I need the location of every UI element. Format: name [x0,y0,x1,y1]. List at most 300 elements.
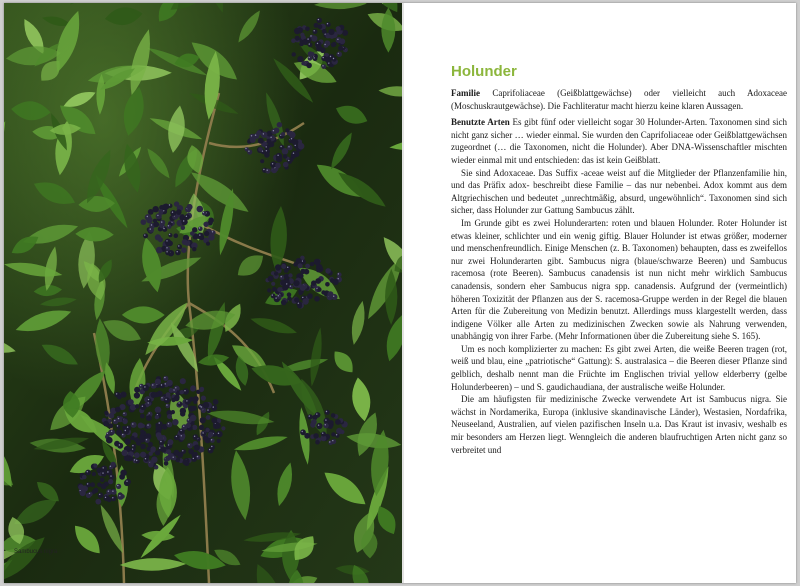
berry [308,56,313,61]
berry-highlight [277,155,278,156]
berry-highlight [118,418,119,419]
berry-highlight [197,456,198,457]
berry-highlight [266,150,267,151]
berry [177,452,183,458]
berry [174,201,179,206]
berry [198,227,203,232]
berry [321,64,326,69]
berry [120,392,126,398]
berry [165,404,170,409]
berry-highlight [132,423,133,424]
berry [297,56,303,62]
berry [166,392,171,397]
berry-highlight [111,431,112,432]
berry [281,300,287,306]
berry [148,462,154,468]
berry-highlight [102,472,103,473]
berry-highlight [178,245,179,246]
berry-highlight [183,220,184,221]
berry [140,404,146,410]
berry-highlight [168,225,169,226]
berry [331,432,335,436]
berry [145,438,150,443]
berry [210,445,215,450]
berry [148,227,154,233]
berry [164,397,170,403]
berry-highlight [119,444,120,445]
berry [307,414,312,419]
berry-highlight [117,425,118,426]
berry [166,246,171,251]
berry [288,273,292,277]
berry-highlight [314,57,315,58]
berry [274,272,278,276]
berry-highlight [330,56,331,57]
berry [80,490,86,496]
berry [131,422,137,428]
berry [247,149,252,154]
text-page [404,3,796,583]
berry-highlight [337,39,338,40]
berry [170,210,176,216]
berry [194,445,200,451]
berry [272,287,276,291]
berry [166,449,171,454]
berry-highlight [338,273,339,274]
berry [134,452,140,458]
berry [138,423,144,429]
berry-highlight [202,432,203,433]
berry-highlight [122,434,123,435]
berry-highlight [151,224,152,225]
berry [180,378,186,384]
berry [267,288,271,292]
berry [337,272,342,277]
berry-highlight [175,387,176,388]
berry-highlight [188,419,189,420]
berry-highlight [248,151,249,152]
berry [109,465,114,470]
berry [292,52,296,56]
berry-highlight [182,450,183,451]
berry-highlight [110,475,111,476]
berry [310,262,314,266]
berry-highlight [145,458,146,459]
berry-highlight [338,278,339,279]
berry [306,63,312,69]
berry [147,398,151,402]
berry [190,386,196,392]
species-label: Benutzte Arten [451,117,510,128]
berry [123,428,129,434]
berry [100,478,105,483]
berry [175,435,180,440]
berry [321,432,326,437]
berry-highlight [144,234,145,235]
berry [287,292,292,297]
berry-highlight [117,485,118,486]
berry [200,417,206,423]
berry-highlight [203,212,204,213]
berry [277,287,282,292]
berry-highlight [326,411,327,412]
berry-highlight [112,497,113,498]
berry-highlight [273,130,274,131]
berry [291,38,296,43]
berry [336,51,342,57]
berry [289,132,296,139]
berry [298,263,303,268]
berry-highlight [165,383,166,384]
berry [323,423,328,428]
berry [96,467,102,473]
article-title: Holunder [451,63,517,80]
berry-highlight [169,204,170,205]
berry [161,447,167,453]
berry [156,432,162,438]
berry-highlight [336,434,337,435]
berry [182,424,188,430]
berry [131,444,136,449]
berry [201,396,206,401]
berry-highlight [125,430,126,431]
berry [203,402,210,409]
berry-highlight [314,30,315,31]
berry-highlight [245,148,246,149]
berry [314,259,321,266]
berry [271,294,276,299]
berry-highlight [87,471,88,472]
berry-highlight [211,446,212,447]
berry [101,471,107,477]
berry [199,425,204,430]
berry [258,147,263,152]
berry [167,380,173,386]
berry-highlight [142,406,143,407]
berry-highlight [112,491,113,492]
species-text: Es gibt fünf oder vielleicht sogar 30 Holunder-Arten. Taxonomen sind sich nicht ganz sicher … wieder einmal. Sie wurden den Caprifoliaceae oder Geißblattgewächsen zugeordnet (… die Taxonomen, nicht die Holunder). Aber DNA-Wissenschaftler mischten wieder einmal mit und entschieden: das ist kein Geißblatt. [451,117,787,165]
berry [316,18,322,24]
berry-highlight [178,402,179,403]
berry [300,285,306,291]
berry-highlight [211,439,212,440]
berry [166,242,170,246]
berry [209,218,214,223]
berry [203,222,208,227]
berry [325,282,330,287]
berry [294,144,298,148]
berry-highlight [316,413,317,414]
berry-highlight [110,466,111,467]
family-label: Familie [451,88,480,98]
berry [192,227,197,232]
berry-highlight [140,385,141,386]
berry-highlight [144,386,145,387]
berry [203,436,208,441]
berry [206,242,210,246]
berry [313,29,318,34]
berry [157,427,162,432]
berry [166,422,172,428]
berry [250,137,256,143]
berry [135,459,140,464]
berry [174,233,179,238]
berry [134,387,140,393]
berry-highlight [147,216,148,217]
berry-highlight [293,153,294,154]
berry-highlight [108,491,109,492]
berry [207,409,211,413]
berry [325,268,331,274]
berry-highlight [272,294,273,295]
berry [281,132,285,136]
berry [109,474,114,479]
berry [301,61,305,65]
berry [298,291,303,296]
berry [187,204,193,210]
berry-highlight [186,400,187,401]
berry [93,464,97,468]
berry-highlight [317,43,318,44]
berry [328,441,333,446]
berry [316,423,322,429]
berry-highlight [255,135,256,136]
berry [111,496,116,501]
berry-highlight [263,133,264,134]
berry [103,421,109,427]
berry-highlight [168,423,169,424]
berry-highlight [318,425,319,426]
berry [268,276,274,282]
berry-highlight [152,384,153,385]
berry [316,45,322,51]
berry-highlight [207,409,208,410]
berry-highlight [169,234,170,235]
berry-highlight [327,23,328,24]
berry-highlight [309,415,310,416]
berry-highlight [161,221,162,222]
berry [151,446,156,451]
berry [122,419,127,424]
berry [188,406,194,412]
berry [283,154,288,159]
berry [216,431,223,438]
berry-highlight [160,441,161,442]
berry-highlight [325,424,326,425]
berry-highlight [332,440,333,441]
berry [101,483,107,489]
berry [171,410,175,414]
berry [313,433,318,438]
berry [289,285,293,289]
berry [311,35,317,41]
berry [192,247,196,251]
berry-highlight [159,447,160,448]
berry [202,211,206,215]
berry-highlight [251,135,252,136]
berry [258,138,264,144]
berry [123,412,128,417]
berry [294,28,300,34]
berry [140,414,145,419]
berry [120,470,127,477]
berry [287,145,293,151]
berry [338,46,343,51]
berry [178,401,183,406]
berry [168,233,172,237]
berry-highlight [280,146,281,147]
berry-highlight [136,460,137,461]
berry [284,268,289,273]
berry [177,244,182,249]
berry [167,414,172,419]
berry [265,168,270,173]
berry [298,273,303,278]
berry [331,42,336,47]
berry [125,479,131,485]
berry [335,433,339,437]
berry [151,457,157,463]
berry-highlight [105,497,106,498]
berry [169,388,174,393]
berry-highlight [119,495,120,496]
berry [265,145,270,150]
berry [287,296,292,301]
berry-highlight [310,35,311,36]
species-paragraph [451,116,787,166]
berry-highlight [291,138,292,139]
family-paragraph [451,87,787,112]
berry [130,436,135,441]
berry [143,233,148,238]
berry-highlight [322,65,323,66]
berry [328,29,334,35]
berry [190,415,196,421]
berry [293,280,299,286]
berry [208,234,215,241]
berry [155,379,161,385]
berry [180,390,184,394]
berry [82,475,87,480]
berry-highlight [132,445,133,446]
berry [107,498,111,502]
berry [329,420,334,425]
berry-highlight [134,459,135,460]
berry-highlight [89,493,90,494]
berry [308,43,313,48]
berry-highlight [148,399,149,400]
berry-highlight [161,397,162,398]
berry [95,499,101,505]
berry [276,156,282,162]
berry [313,56,318,61]
berry-highlight [177,251,178,252]
berry-highlight [333,296,334,297]
berry [146,415,152,421]
berry-highlight [212,231,213,232]
berry-highlight [107,471,108,472]
berry [134,392,140,398]
berry-highlight [307,38,308,39]
berry [336,37,342,43]
berry [336,26,341,31]
elderberry-photo [4,3,402,583]
berry-highlight [103,467,104,468]
berry [261,132,267,138]
berry [110,430,115,435]
berry [172,419,178,425]
berry [191,457,196,462]
berry [109,413,115,419]
berry-highlight [275,297,276,298]
berry [325,410,330,415]
berry [140,432,145,437]
berry [78,484,84,490]
berry-highlight [325,419,326,420]
berry-highlight [181,435,182,436]
berry [332,57,337,62]
berry-highlight [288,146,289,147]
berry-highlight [318,19,319,20]
berry [326,22,331,27]
berry [163,376,168,381]
berry [104,411,108,415]
berry [168,204,172,208]
berry [142,385,149,392]
berry [125,438,131,444]
berry [291,151,297,157]
berry [316,268,320,272]
berry [155,234,161,240]
berry-highlight [323,57,324,58]
berry [144,457,149,462]
berry [193,434,199,440]
berry [311,280,316,285]
berry-highlight [127,427,128,428]
berry [121,450,127,456]
berry-highlight [263,169,264,170]
berry [281,264,286,269]
berry-highlight [166,251,167,252]
berry [113,419,119,425]
berry [314,296,320,302]
body-paragraph: Im Grunde gibt es zwei Holunderarten: roten und blauen Holunder. Roter Holunder ist etwas kleiner, schlichter und ein wenig giftig. Blauer Holunder ist etwas größer, moderner und menschenfreundlich. Einige Menschen (z. B. Taxonomen) behaupten, dass es zweifellos nur zwei Holunderarten gibt. Sambucus nigra (blaue/schwarze Beeren) und Sambucus racemosa (rote Beeren). Sambucus canadensis ist nun nicht mehr wirklich Sambucus canadensis, sondern eher Sambucus nigra spp. canadensis. Aufgrund der (vermeintlich) höheren Toxizität der Pflanzen aus der S. racemosa-Gruppe werden in der Regel die blauen Arten für die Zubereitung von Medizin benutzt. Allerdings muss klargestellt werden, dass indigene Völker alle Arten zu medizinischen Zwecken sowie als Nahrung verwenden, unabhängig von ihrer Farbe. (Mehr Informationen über die Zubereitung siehe S. 165). [451,217,787,342]
berry [117,493,124,500]
berry [332,294,338,300]
berry [271,129,277,135]
berry-highlight [186,216,187,217]
photo-page [4,3,402,583]
berry [335,419,341,425]
berry [266,139,271,144]
berry [336,428,342,434]
berry-highlight [302,297,303,298]
berry-highlight [302,431,303,432]
berry-highlight [201,406,202,407]
berry [183,459,189,465]
berry [179,433,185,439]
berry [135,404,139,408]
berry-highlight [165,399,166,400]
berry [318,24,323,29]
berry-highlight [188,444,189,445]
berry [175,250,181,256]
berry [98,492,104,498]
berry [289,157,293,161]
berry-highlight [116,393,117,394]
body-paragraph: Sie sind Adoxaceae. Das Suffix -aceae weist auf die Mitglieder der Pflanzenfamilie hin, und das Präfix adox- beschreibt diese Familie – das nur nebenbei. Adox kommt aus dem Altgriechischen und bedeutet „unrechtmäßig, absurd, ungewöhnlich“. Taxonomen sind sich sicher, dass Holunder zur Gattung Sambucus zählt. [451,167,787,216]
berry [206,415,211,420]
